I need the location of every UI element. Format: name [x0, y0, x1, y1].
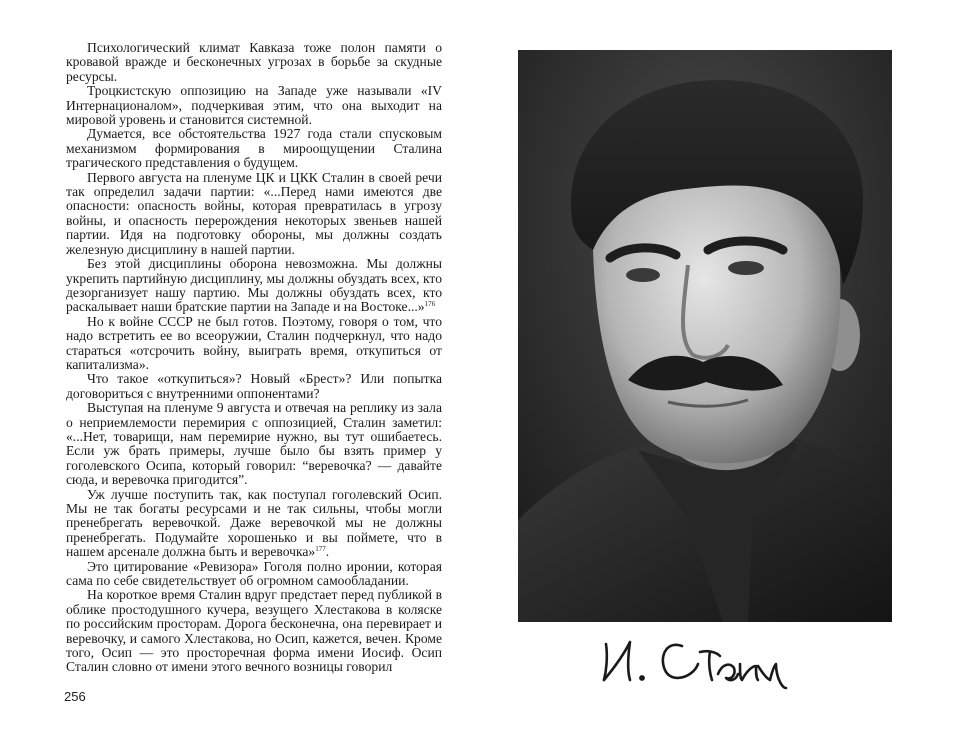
- signature: [600, 628, 790, 690]
- portrait-photo: [518, 50, 892, 622]
- page-number: 256: [64, 689, 86, 704]
- paragraph: Троцкистскую оппозицию на Западе уже называли «IV Интернационалом», подчеркивая этим, что она выходит на мировой уровень и становится системной.: [66, 83, 442, 128]
- paragraph: Выступая на пленуме 9 августа и отвечая на реплику из зала о неприемлемости перемирия с оппозицией, Сталин заметил: «...Нет, товарищи, нам перемирие нужно, вы тут ошибаетесь. Если уж брать примеры, лучше было бы взять пример у гоголевского Осипа, который говорил: “веревочка? — давайте сюда, и веревочка пригодится”.: [66, 400, 442, 488]
- paragraph: Но к войне СССР не был готов. Поэтому, говоря о том, что надо встретить ее во всеоружии, Сталин подчеркнул, что надо стараться «отсрочить войну, выиграть время, откупиться от капитализма».: [66, 313, 442, 372]
- paragraph: Думается, все обстоятельства 1927 года стали спусковым механизмом формирования в мироощущении Сталина трагического представления о будущем.: [66, 126, 442, 171]
- paragraph: Что такое «откупиться»? Новый «Брест»? Или попытка договориться с внутренними оппонентами?: [66, 371, 442, 401]
- paragraph: Без этой дисциплины оборона невозможна. Мы должны укрепить партийную дисциплину, мы должны обуздать всех, кто дезорганизует нашу партию. Мы должны обуздать всех, кто раскалывает наши братские партии на Западе и на Востоке...»$^{176}$: [66, 256, 442, 315]
- paragraph: Это цитирование «Ревизора» Гоголя полно иронии, которая сама по себе свидетельствует об огромном самообладании.: [66, 558, 442, 589]
- footnote-ref: 176: [424, 300, 436, 309]
- footnote-ref: 177: [315, 545, 326, 554]
- body-text: [66, 41, 442, 675]
- paragraph: Первого августа на пленуме ЦК и ЦКК Сталин в своей речи так определил задачи партии: «...Перед нами имеются две опасности: опасность войны, которая превратилась в угрозу войны, и опасность перерождения некоторых звеньев нашей партии. Идя на подготовку обороны, мы должны создать железную дисциплину в нашей партии.: [66, 169, 442, 257]
- paragraph: На короткое время Сталин вдруг предстает перед публикой в облике простодушного кучера, везущего Хлестакова в коляске по российским просторам. Дорога бесконечна, она перевирает и веревочку, и самого Хлестакова, но Осип, кажется, вечен. Кроме того, Осип — это просторечная форма имени Иосиф. Осип Сталин словно от имени этого вечного возницы говорил: [66, 587, 442, 675]
- paragraph: Уж лучше поступить так, как поступал гоголевский Осип. Мы не так богаты ресурсами и не так сильны, чтобы могли пренебрегать веревочкой. Даже веревочкой мы не должны пренебрегать. Подумайте хорошенько и вы поймете, что в нашем арсенале должна быть и веревочка»$^{177}$.: [66, 486, 442, 560]
- paragraph: Психологический климат Кавказа тоже полон памяти о кровавой вражде и бесконечных угрозах в борьбе за скудные ресурсы.: [66, 40, 442, 84]
